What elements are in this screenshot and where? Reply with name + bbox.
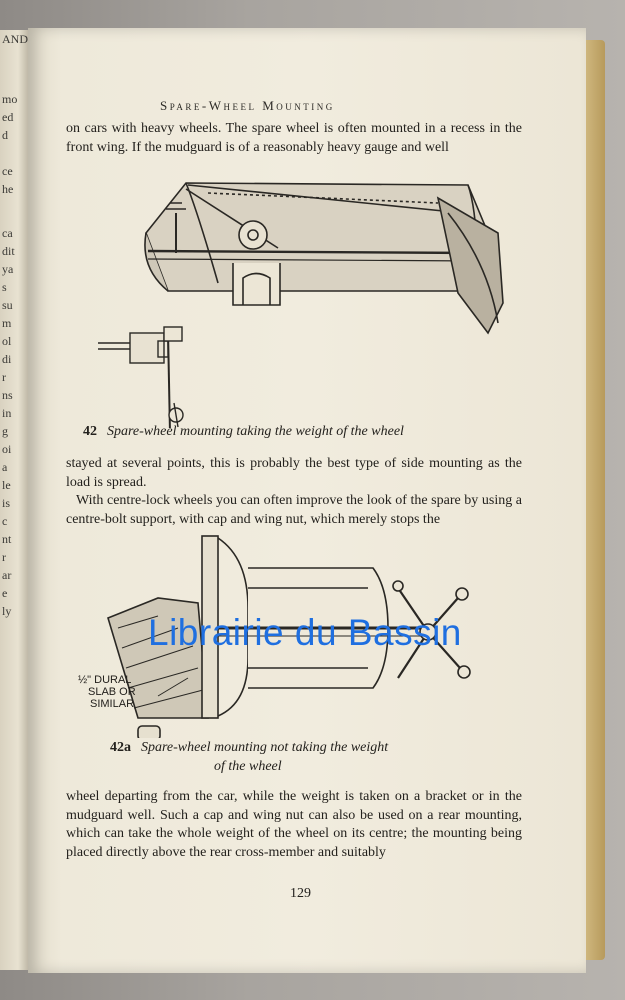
paragraph-text: stayed at several points, this is probably the best type of side mounting as the load is spread. bbox=[66, 456, 522, 490]
page-number: 129 bbox=[290, 886, 311, 901]
left-page-fragment: he bbox=[2, 182, 14, 196]
paragraph-4 bbox=[66, 788, 522, 862]
paragraph-text: on cars with heavy wheels. The spare wheel is often mounted in a recess in the front wing. If the mudguard is of a reasonably heavy gauge and well bbox=[66, 121, 522, 155]
left-page-fragment: e bbox=[2, 586, 8, 600]
left-page-fragment: r bbox=[2, 370, 6, 384]
left-page-fragment: dit bbox=[2, 244, 15, 258]
figure-42a-caption bbox=[110, 740, 388, 756]
left-page-fragment: di bbox=[2, 352, 12, 366]
watermark-text: Librairie du Bassin bbox=[148, 612, 462, 653]
paragraph-text: wheel departing from the car, while the weight is taken on a bracket or in the mudguard well. Such a cap and wing nut can also be used on a rear mounting, which can take the whole weight of the wheel on its centre; the mounting being placed directly above the rear cross-member and suitably bbox=[66, 789, 522, 860]
left-page-fragment: g bbox=[2, 424, 8, 438]
label-line: ½" DURAL bbox=[78, 674, 132, 686]
left-page-fragment: is bbox=[2, 496, 11, 510]
figure-42a-caption-line2 bbox=[214, 759, 282, 775]
paragraph-2 bbox=[66, 455, 522, 529]
left-page-fragment: ns bbox=[2, 388, 13, 402]
left-page-fragment: ol bbox=[2, 334, 12, 348]
figure-caption-text: Spare-wheel mounting taking the weight of the wheel bbox=[107, 424, 404, 439]
left-page-fragment: m bbox=[2, 316, 12, 330]
left-page-fragment: oi bbox=[2, 442, 12, 456]
figure-42-illustration bbox=[58, 173, 518, 428]
running-head: Spare-Wheel Mounting bbox=[160, 98, 335, 113]
paragraph-1 bbox=[66, 120, 522, 157]
left-page-edge bbox=[0, 30, 30, 970]
figure-number: 42a bbox=[110, 740, 131, 755]
figure-number: 42 bbox=[83, 424, 97, 439]
left-page-fragment: su bbox=[2, 298, 13, 312]
figure-caption-text: Spare-wheel mounting not taking the weight bbox=[141, 740, 389, 755]
left-page-fragment: c bbox=[2, 514, 8, 528]
left-page-fragment: ar bbox=[2, 568, 12, 582]
left-page-fragment: d bbox=[2, 128, 8, 142]
left-page-fragment: s bbox=[2, 280, 7, 294]
left-page-fragment: mo bbox=[2, 92, 18, 106]
paragraph-text: With centre-lock wheels you can often improve the look of the spare by using a centre-bolt support, with cap and wing nut, which merely stops the bbox=[66, 493, 522, 527]
left-page-fragment: r bbox=[2, 550, 6, 564]
left-page-fragment: ly bbox=[2, 604, 12, 618]
left-page-fragment: ya bbox=[2, 262, 14, 276]
figure-42a-label bbox=[78, 674, 136, 710]
left-page-fragment: ce bbox=[2, 164, 13, 178]
left-page-fragment: AND bbox=[2, 32, 28, 46]
label-line: SLAB OR bbox=[88, 686, 136, 698]
book-page bbox=[28, 28, 586, 973]
label-line: SIMILAR bbox=[90, 698, 135, 710]
figure-42-caption bbox=[83, 424, 404, 440]
figure-caption-text: of the wheel bbox=[214, 759, 282, 774]
left-page-fragment: a bbox=[2, 460, 8, 474]
left-page-fragment: ca bbox=[2, 226, 13, 240]
left-page-fragment: le bbox=[2, 478, 11, 492]
left-page-fragment: nt bbox=[2, 532, 12, 546]
left-page-fragment: in bbox=[2, 406, 12, 420]
left-page-fragment: ed bbox=[2, 110, 14, 124]
